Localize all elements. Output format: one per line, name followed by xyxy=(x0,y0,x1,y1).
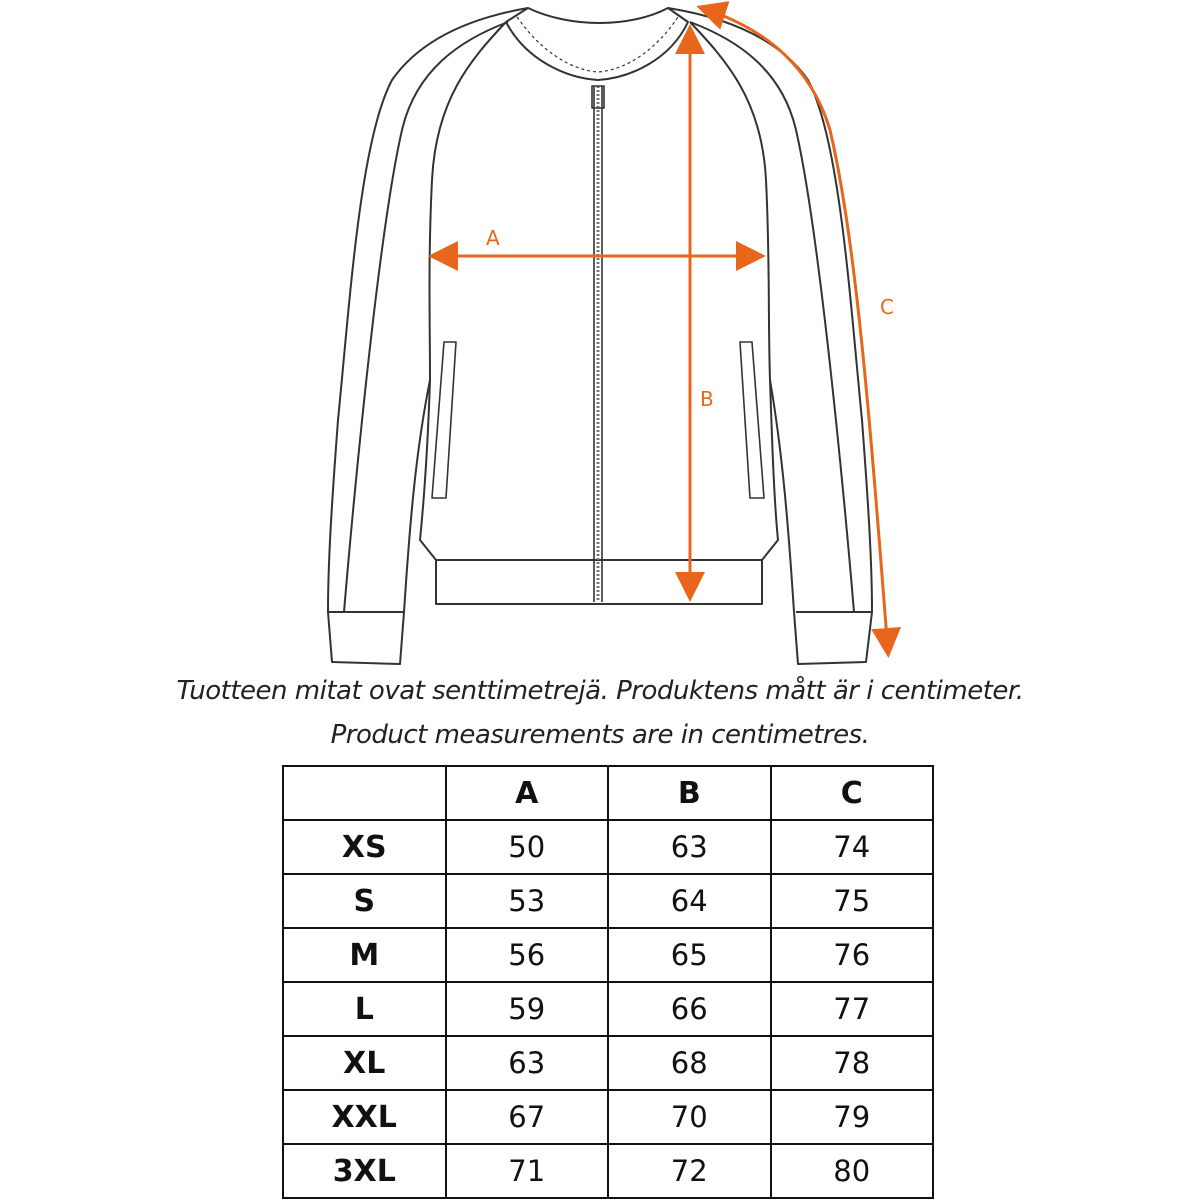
value-cell-c: 80 xyxy=(771,1144,934,1198)
value-cell-a: 56 xyxy=(446,928,609,982)
size-cell: XXL xyxy=(283,1090,446,1144)
table-row xyxy=(283,1036,933,1090)
measurement-arrows xyxy=(434,8,888,652)
value-cell-a: 71 xyxy=(446,1144,609,1198)
collar xyxy=(506,8,688,80)
header-cell-size xyxy=(283,766,446,820)
caption-finnish-swedish: Tuotteen mitat ovat senttimetrejä. Produktens mått är i centimeter. xyxy=(176,676,1024,706)
size-cell: XS xyxy=(283,820,446,874)
value-cell-b: 72 xyxy=(608,1144,771,1198)
size-cell: M xyxy=(283,928,446,982)
size-cell: L xyxy=(283,982,446,1036)
value-cell-c: 74 xyxy=(771,820,934,874)
size-cell: XL xyxy=(283,1036,446,1090)
table-row xyxy=(283,928,933,982)
left-sleeve xyxy=(328,8,528,664)
right-pocket-zipper xyxy=(740,342,764,498)
jacket-outline xyxy=(328,8,872,664)
value-cell-c: 78 xyxy=(771,1036,934,1090)
measure-a-label: A xyxy=(486,226,500,250)
value-cell-a: 59 xyxy=(446,982,609,1036)
header-cell-a: A xyxy=(446,766,609,820)
left-pocket-zipper xyxy=(432,342,456,498)
header-cell-c: C xyxy=(771,766,934,820)
value-cell-a: 50 xyxy=(446,820,609,874)
left-sleeve-stripe xyxy=(344,22,508,612)
right-sleeve-stripe xyxy=(690,22,854,612)
value-cell-b: 68 xyxy=(608,1036,771,1090)
table-row xyxy=(283,1090,933,1144)
value-cell-a: 67 xyxy=(446,1090,609,1144)
value-cell-c: 79 xyxy=(771,1090,934,1144)
table-row xyxy=(283,1144,933,1198)
table-row xyxy=(283,820,933,874)
value-cell-c: 77 xyxy=(771,982,934,1036)
caption-english: Product measurements are in centimetres. xyxy=(330,720,870,750)
value-cell-c: 76 xyxy=(771,928,934,982)
table-header-row xyxy=(283,766,933,820)
value-cell-a: 53 xyxy=(446,874,609,928)
right-raglan-seam xyxy=(690,22,770,380)
collar-inner xyxy=(517,17,678,72)
size-cell: S xyxy=(283,874,446,928)
table-row xyxy=(283,982,933,1036)
value-cell-b: 64 xyxy=(608,874,771,928)
value-cell-a: 63 xyxy=(446,1036,609,1090)
value-cell-b: 63 xyxy=(608,820,771,874)
size-cell: 3XL xyxy=(283,1144,446,1198)
measure-b-label: B xyxy=(700,387,714,411)
size-table xyxy=(282,765,934,1199)
value-cell-b: 65 xyxy=(608,928,771,982)
measure-c-arrow xyxy=(702,8,888,652)
value-cell-c: 75 xyxy=(771,874,934,928)
value-cell-b: 66 xyxy=(608,982,771,1036)
table-row xyxy=(283,874,933,928)
left-raglan-seam xyxy=(430,22,507,380)
measure-c-label: C xyxy=(880,295,894,319)
header-cell-b: B xyxy=(608,766,771,820)
value-cell-b: 70 xyxy=(608,1090,771,1144)
